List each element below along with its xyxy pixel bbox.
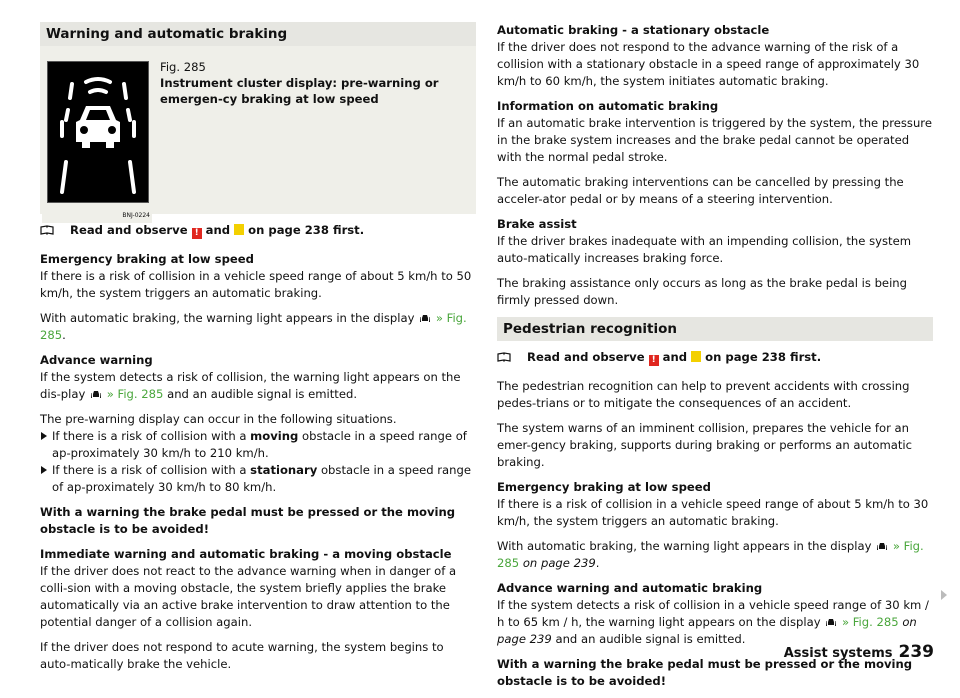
warning-yellow-icon xyxy=(234,224,244,235)
paragraph: The automatic braking interventions can be cancelled by pressing the acceler-ator pedal or by means of a steering intervention. xyxy=(497,175,904,206)
fig-link[interactable]: » Fig. 285 xyxy=(841,615,899,629)
car-collision-icon xyxy=(826,618,836,627)
fig-link[interactable]: » Fig. 285 xyxy=(497,539,924,570)
paragraph: Immediate warning and automatic braking - a moving obstacle If the driver does not react to the advance warning when in danger of a colli-sion with a moving obstacle, the system briefly applies the brake automatically via an active brake intervention to draw attention to the potential danger of a collision again. xyxy=(40,547,457,629)
right-column xyxy=(497,22,933,698)
book-icon xyxy=(497,352,511,362)
warning-text: With a warning the brake pedal must be pressed or the moving obstacle is to be avoided! xyxy=(497,657,913,688)
list-item: If there is a risk of collision with a stationary obstacle in a speed range of ap-proximately 30 km/h to 80 km/h. xyxy=(40,462,476,496)
cluster-display xyxy=(47,61,149,203)
continue-arrow-icon xyxy=(941,590,947,600)
paragraph: The braking assistance only occurs as long as the brake pedal is being firmly pressed down. xyxy=(497,276,907,307)
page-footer xyxy=(784,642,934,662)
section-title: Pedestrian recognition xyxy=(497,317,933,341)
figure-caption xyxy=(160,59,470,107)
warning-yellow-icon xyxy=(691,351,701,362)
list-item: If there is a risk of collision with a moving obstacle in a speed range of ap-proximately 30 km/h to 210 km/h. xyxy=(40,428,476,462)
car-collision-icon xyxy=(48,62,148,202)
figure-image xyxy=(42,57,152,223)
paragraph: The pre-warning display can occur in the following situations. xyxy=(40,412,397,426)
paragraph: Advance warning and automatic braking If the system detects a risk of collision in a vehicle speed range of 30 km / h to 65 km / h, the warning light appears on the display » Fig. 285 on page 239 and an audible signal is emitted. xyxy=(497,581,929,646)
book-icon xyxy=(40,225,54,235)
footer-section: Assist systems xyxy=(783,646,893,661)
paragraph: Information on automatic braking If an automatic brake intervention is triggered by the system, the pressure in the brake system increases and the brake pedal cannot be operated with the normal pedal stroke. xyxy=(497,99,932,164)
paragraph: Advance warning If the system detects a risk of collision, the warning light appears on the dis-play » Fig. 285 and an audible signal is emitted. xyxy=(40,353,461,401)
left-column xyxy=(40,22,476,681)
figure-title: Instrument cluster display: pre-warning or emergen-cy braking at low speed xyxy=(160,76,439,106)
paragraph: Automatic braking - a stationary obstacle If the driver does not respond to the advance warning of the risk of a collision with a stationary obstacle in a speed range of approximately 30 km/h to 60 km/h, the system initiates automatic braking. xyxy=(497,23,920,88)
paragraph: Emergency braking at low speed If there is a risk of collision in a vehicle speed range of about 5 km/h to 50 km/h, the system triggers an automatic braking. xyxy=(40,252,472,300)
paragraph: The pedestrian recognition can help to prevent accidents with crossing pedes-trians or to mitigate the consequences of an accident. xyxy=(497,379,910,410)
fig-link[interactable]: » Fig. 285 xyxy=(40,311,467,342)
car-collision-icon xyxy=(420,314,430,323)
image-code: BNJ-0224 xyxy=(122,212,150,219)
warning-text: With a warning the brake pedal must be pressed or the moving obstacle is to be avoided! xyxy=(40,505,456,536)
paragraph: If the driver does not respond to acute warning, the system begins to auto-matically brake the vehicle. xyxy=(40,640,444,671)
read-note: Read and observe ! and on page 238 first. xyxy=(40,222,476,239)
figure xyxy=(40,46,476,219)
fig-link[interactable]: » Fig. 285 xyxy=(106,387,164,401)
warning-red-icon: ! xyxy=(649,355,659,366)
paragraph: Emergency braking at low speed If there is a risk of collision in a vehicle speed range of about 5 km/h to 30 km/h, the system triggers an automatic braking. xyxy=(497,480,929,528)
read-note: Read and observe ! and on page 238 first. xyxy=(497,349,933,366)
car-collision-icon xyxy=(877,542,887,551)
warning-red-icon: ! xyxy=(192,228,202,239)
car-collision-icon xyxy=(91,390,101,399)
bullet-list xyxy=(40,428,476,496)
figure-number: Fig. 285 xyxy=(160,60,206,74)
section-title: Warning and automatic braking xyxy=(40,22,476,46)
page-number: 239 xyxy=(898,642,934,662)
paragraph: With automatic braking, the warning light appears in the display » Fig. 285 on page 239. xyxy=(497,539,924,570)
paragraph: Brake assist If the driver brakes inadequate with an impending collision, the system auto-matically increases braking force. xyxy=(497,217,912,265)
paragraph: The system warns of an imminent collision, prepares the vehicle for an emer-gency braking, supports during braking or performs an automatic braking. xyxy=(497,421,912,469)
paragraph: With automatic braking, the warning light appears in the display » Fig. 285. xyxy=(40,311,467,342)
